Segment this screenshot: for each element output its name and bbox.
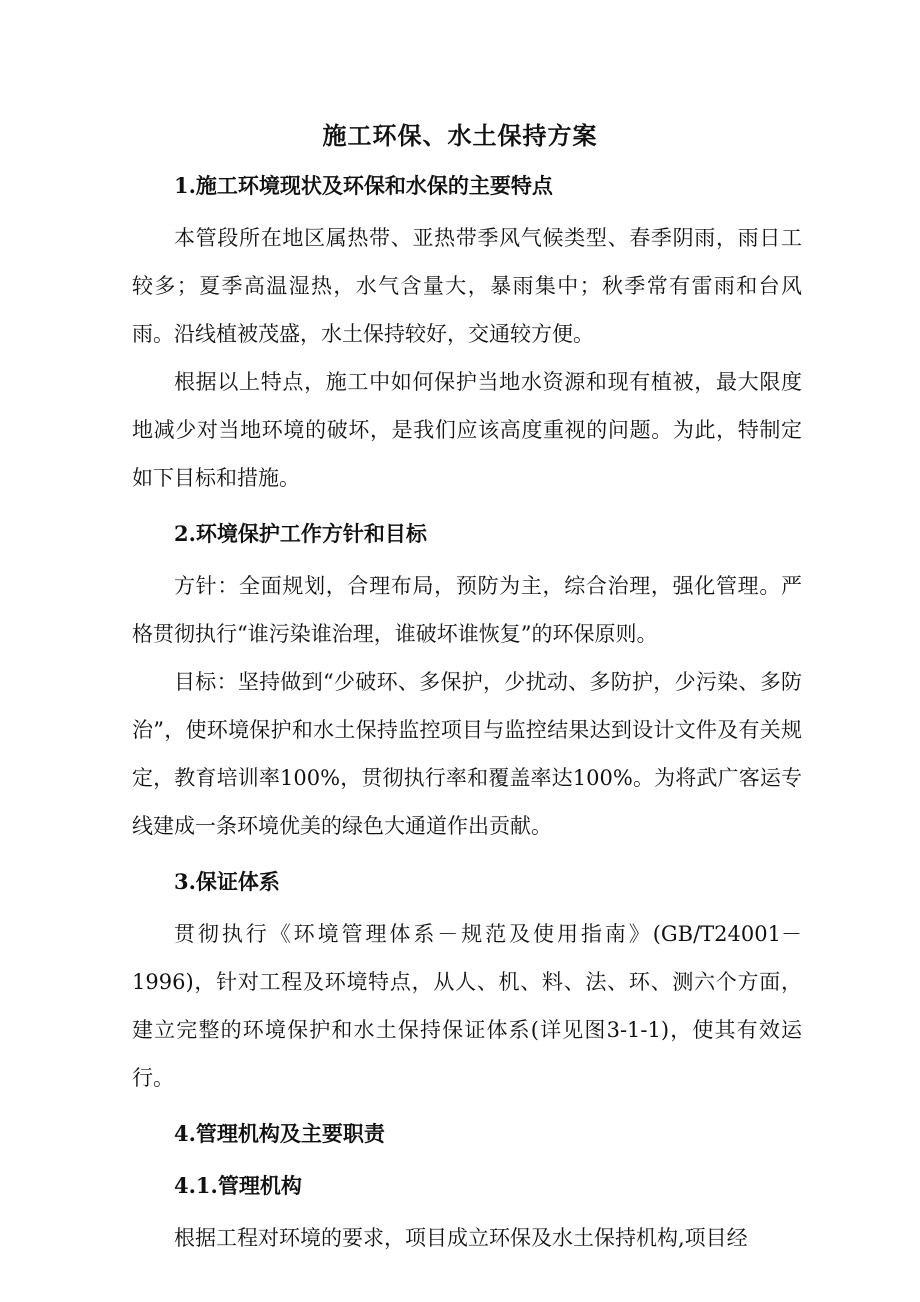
document-title: 施工环保、水土保持方案: [322, 121, 598, 150]
section-4-1-heading: 4.1.管理机构: [174, 1173, 302, 1198]
section-2-paragraph-1: 方针：全面规划，合理布局，预防为主，综合治理，强化管理。严格贯彻执行“谁污染谁治理，谁破坏谁恢复”的环保原则。: [132, 574, 802, 646]
section-1-heading: 1.施工环境现状及环保和水保的主要特点: [174, 173, 553, 198]
section-1-paragraph-1: 本管段所在地区属热带、亚热带季风气候类型、春季阴雨，雨日工较多；夏季高温湿热，水气含量大，暴雨集中；秋季常有雷雨和台风雨。沿线植被茂盛，水土保持较好，交通较方便。: [132, 226, 802, 346]
section-2-heading: 2.环境保护工作方针和目标: [174, 521, 427, 546]
section-3-heading: 3.保证体系: [174, 869, 280, 894]
section-4-heading: 4.管理机构及主要职责: [174, 1121, 385, 1146]
section-4-1-paragraph-1: 根据工程对环境的要求，项目成立环保及水土保持机构,项目经: [174, 1226, 748, 1250]
section-2-paragraph-2: 目标：坚持做到“少破环、多保护，少扰动、多防护，少污染、多防治”，使环境保护和水土保持监控项目与监控结果达到设计文件及有关规定，教育培训率100%，贯彻执行率和覆盖率达100%。为将武广客运专线建成一条环境优美的绿色大通道作出贡献。: [132, 670, 802, 838]
document-body: [132, 168, 802, 1262]
section-3-paragraph-1: 贯彻执行《环境管理体系－规范及使用指南》(GB/T24001－1996)，针对工程及环境特点，从人、机、料、法、环、测六个方面，建立完整的环境保护和水土保持保证体系(详见图3-1-1)，使其有效运行。: [132, 922, 802, 1090]
section-1-paragraph-2: 根据以上特点，施工中如何保护当地水资源和现有植被，最大限度地减少对当地环境的破坏，是我们应该高度重视的问题。为此，特制定如下目标和措施。: [132, 370, 802, 490]
